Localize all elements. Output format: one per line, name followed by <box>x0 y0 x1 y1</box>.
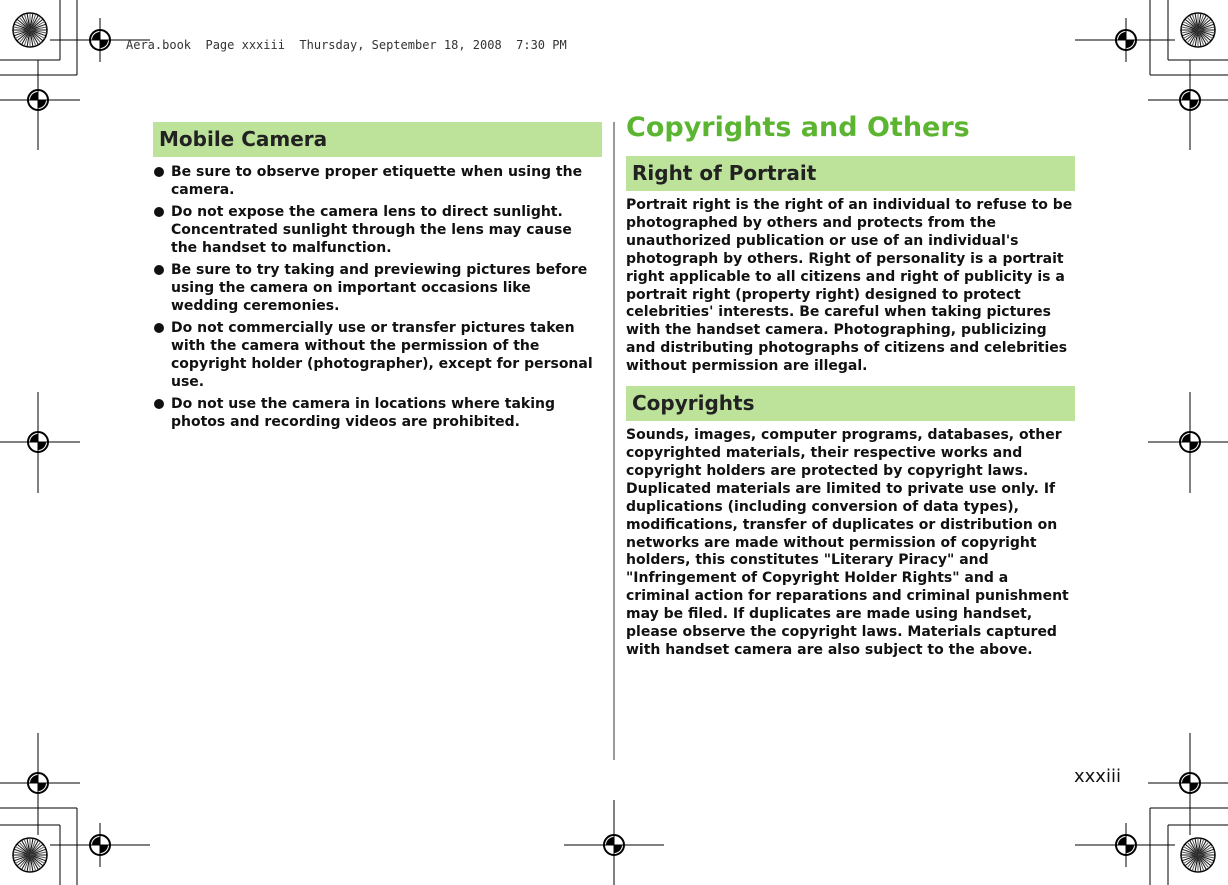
registration-mark-icon <box>592 823 636 867</box>
print-slug: Aera.book Page xxxiii Thursday, September 18, 2008 7:30 PM <box>126 38 567 52</box>
list-item-text: Be sure to observe proper etiquette when using the camera. <box>171 164 583 198</box>
column-divider <box>613 122 615 760</box>
registration-mark-icon <box>1168 420 1212 464</box>
color-target-icon <box>13 838 47 872</box>
registration-mark-icon <box>1168 78 1212 122</box>
list-item <box>153 319 602 391</box>
list-item-text: Do not commercially use or transfer pictures taken with the camera without the permission of the copyright holder (photographer), except for personal use. <box>171 320 593 390</box>
color-target-icon <box>1181 838 1215 872</box>
registration-mark-icon <box>1104 18 1148 62</box>
section-heading-copyrights: Copyrights <box>626 386 1075 421</box>
bullet-icon <box>154 167 164 177</box>
registration-mark-icon <box>16 761 60 805</box>
bullet-icon <box>154 323 164 333</box>
paragraph-copyrights: Sounds, images, computer programs, databases, other copyrighted materials, their respective works and copyright holders are protected by copyright laws. Duplicated materials are limited to private use only. If duplications (including conversion of data types), modifications, transfer of duplicates or distribution on networks are made without permission of copyright holders, this constitutes "Literary Piracy" and "Infringement of Copyright Holder Rights" and a criminal action for reparations and criminal punishment may be filed. If duplicates are made using handset, please observe the copyright laws. Materials captured with handset camera are also subject to the above. <box>626 427 1069 658</box>
bullet-icon <box>154 265 164 275</box>
list-item <box>153 261 602 315</box>
bullet-icon <box>154 399 164 409</box>
color-target-icon <box>1181 13 1215 47</box>
list-item-text: Do not expose the camera lens to direct sunlight. Concentrated sunlight through the lens may cause the handset to malfunction. <box>171 204 572 256</box>
registration-mark-icon <box>1168 761 1212 805</box>
left-column <box>153 122 602 435</box>
page-number: xxxiii <box>1074 766 1121 787</box>
page-title: Copyrights and Others <box>626 112 970 143</box>
registration-mark-icon <box>78 18 122 62</box>
right-column <box>626 110 1075 670</box>
list-item-text: Be sure to try taking and previewing pictures before using the camera on important occasions like wedding ceremonies. <box>171 262 588 314</box>
list-item <box>153 203 602 257</box>
paragraph-right-of-portrait: Portrait right is the right of an individual to refuse to be photographed by others and protects from the unauthorized publication or use of an individual's photograph by others. Right of personality is a portrait right applicable to all citizens and right of publicity is a portrait right (property right) designed to protect celebrities' interests. Be careful when taking pictures with the handset camera. Photographing, publicizing and distributing photographs of citizens and celebrities without permission are illegal. <box>626 197 1073 375</box>
registration-mark-icon <box>16 78 60 122</box>
registration-mark-icon <box>78 823 122 867</box>
list-item-text: Do not use the camera in locations where taking photos and recording videos are prohibited. <box>171 396 556 430</box>
registration-mark-icon <box>1104 823 1148 867</box>
section-heading-mobile-camera: Mobile Camera <box>153 122 602 157</box>
registration-mark-icon <box>16 420 60 464</box>
bullet-icon <box>154 207 164 217</box>
color-target-icon <box>13 13 47 47</box>
list-item <box>153 395 602 431</box>
bullet-list <box>153 163 602 431</box>
list-item <box>153 163 602 199</box>
section-heading-right-of-portrait: Right of Portrait <box>626 156 1075 191</box>
